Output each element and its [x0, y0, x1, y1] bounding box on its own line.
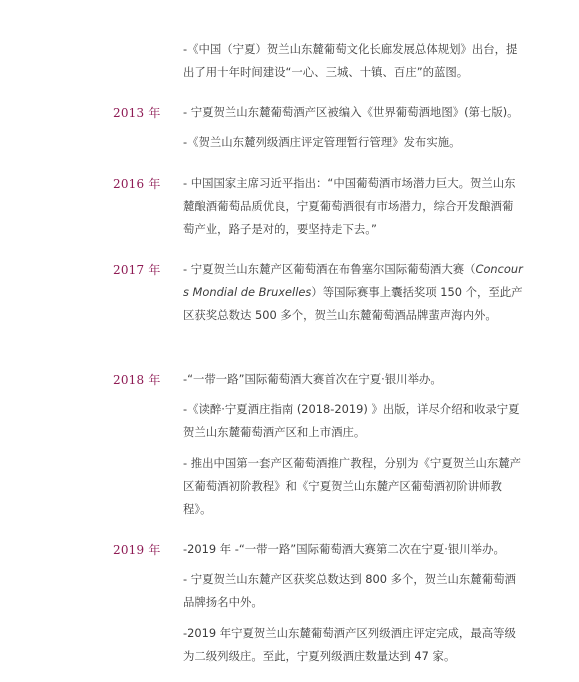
year-label: 2017 年	[113, 263, 161, 277]
entry-paragraph: -《中国（宁夏）贺兰山东麓葡萄文化长廊发展总体规划》出台，提出了用十年时间建设“一心、三城、十镇、百庄”的蓝图。	[183, 42, 518, 79]
entry-paragraph: - 中国国家主席习近平指出：“中国葡萄酒市场潜力巨大。贺兰山东麓酿酒葡萄品质优良，宁夏葡萄酒很有市场潜力，综合开发酿酒葡萄产业，路子是对的，要坚持走下去。”	[183, 176, 516, 236]
entry-paragraph: -2019 年宁夏贺兰山东麓葡萄酒产区列级酒庄评定完成，最高等级为二级列级庄。至此，宁夏列级酒庄数量达到 47 家。	[183, 626, 516, 663]
entry-paragraph: - 宁夏贺兰山东麓产区获奖总数达到 800 多个，贺兰山东麓葡萄酒品牌扬名中外。	[183, 572, 516, 609]
entry-paragraph: - 推出中国第一套产区葡萄酒推广教程，分别为《宁夏贺兰山东麓产区葡萄酒初阶教程》和《宁夏贺兰山东麓产区葡萄酒初阶讲师教程》。	[183, 456, 522, 516]
entry-paragraph: -“一带一路”国际葡萄酒大赛首次在宁夏·银川举办。	[183, 372, 442, 386]
year-label: 2013 年	[113, 106, 161, 120]
entry-paragraph: -2019 年 -“一带一路”国际葡萄酒大赛第二次在宁夏·银川举办。	[183, 542, 505, 556]
entry-paragraph: -《读醉·宁夏酒庄指南 (2018-2019) 》出版，详尽介绍和收录宁夏贺兰山东麓葡萄酒产区和上市酒庄。	[183, 402, 520, 439]
year-label: 2016 年	[113, 177, 161, 191]
entry-paragraph: - 宁夏贺兰山东麓葡萄酒产区被编入《世界葡萄酒地图》(第七版)。	[183, 105, 519, 119]
year-label: 2019 年	[113, 543, 161, 557]
year-label: 2018 年	[113, 373, 161, 387]
paragraph-text: - 宁夏贺兰山东麓产区葡萄酒在布鲁塞尔国际葡萄酒大赛（	[183, 262, 476, 276]
paragraph-text: ）等国际赛事上囊括奖项 150 个，至此产区获奖总数达 500 多个，贺兰山东麓葡萄酒品牌蜚声海内外。	[183, 285, 523, 322]
competition-name: Concours Mondial de Bruxelles	[183, 262, 523, 299]
entry-paragraph: -《贺兰山东麓列级酒庄评定管理暂行管理》发布实施。	[183, 135, 461, 149]
entry-paragraph	[183, 258, 523, 327]
